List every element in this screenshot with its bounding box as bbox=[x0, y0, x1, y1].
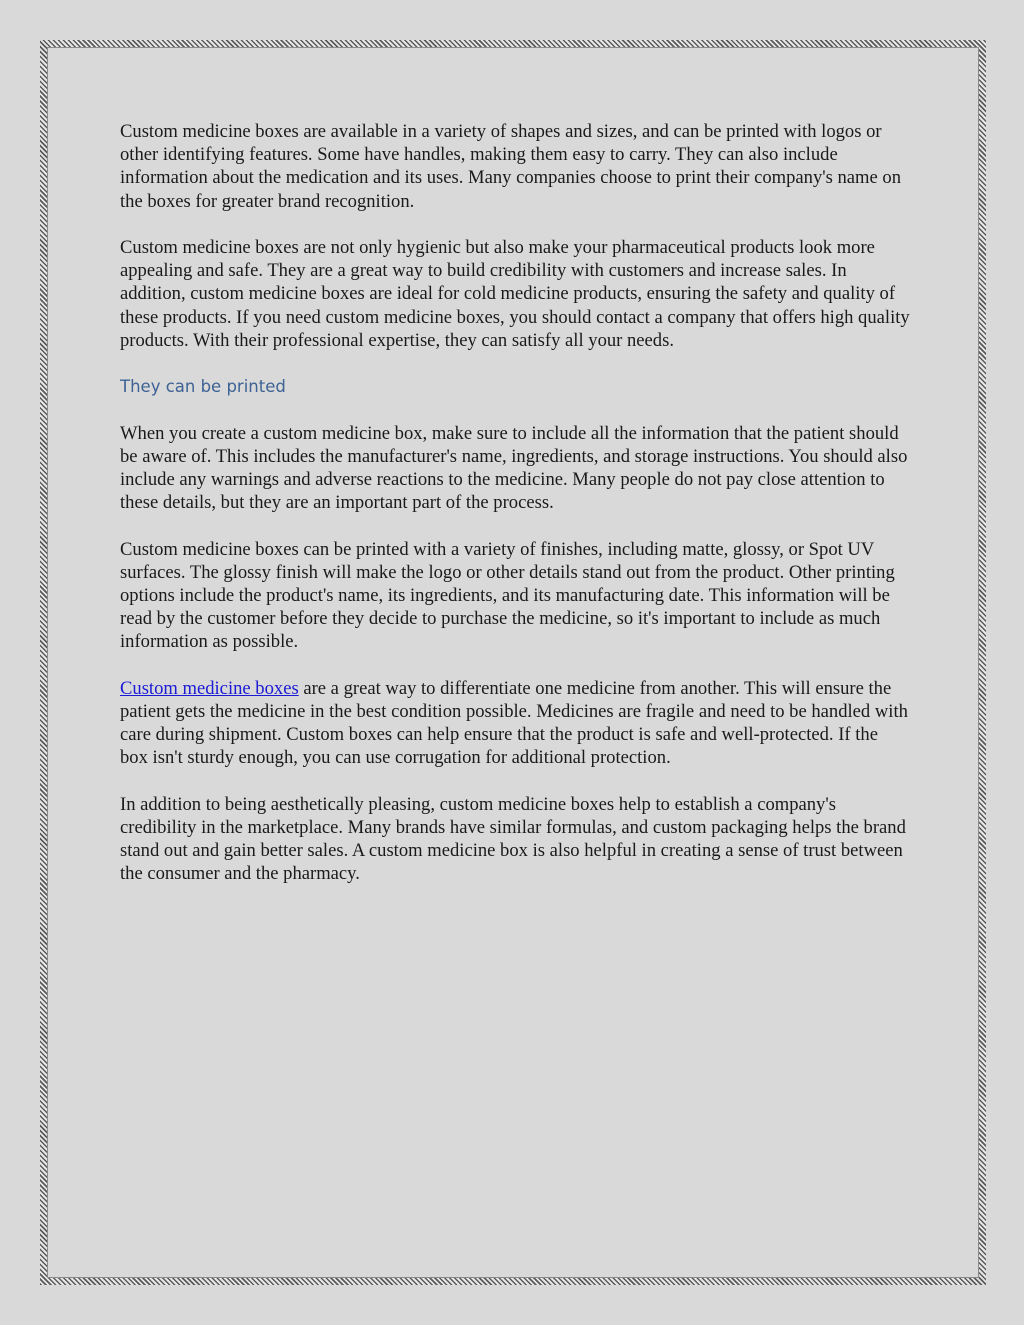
paragraph: Custom medicine boxes are available in a variety of shapes and sizes, and can be printed with logos or other identifying features. Some have handles, making them easy to carry. They can also include information about the medication and its uses. Many companies choose to print their company's name on the boxes for greater brand recognition. bbox=[120, 121, 902, 212]
paragraph-text: are a great way to differentiate one medicine from another. This will ensure the patient gets the medicine in the best condition possible. Medicines are fragile and need to be handled with care during shipment. Custom boxes can help ensure that the product is safe and well-protected. If the box isn't sturdy enough, you can use corrugation for additional protection. bbox=[120, 677, 908, 769]
section-heading: They can be printed bbox=[120, 377, 286, 397]
document-body bbox=[120, 120, 910, 909]
paragraph: When you create a custom medicine box, make sure to include all the information that the patient should be aware of. This includes the manufacturer's name, ingredients, and storage instructions. You should also include any warnings and adverse reactions to the medicine. Many people do not pay close attention to these details, but they are an important part of the process. bbox=[120, 422, 908, 514]
paragraph: In addition to being aesthetically pleasing, custom medicine boxes help to establish a company's credibility in the marketplace. Many brands have similar formulas, and custom packaging helps the brand stand out and gain better sales. A custom medicine box is also helpful in creating a sense of trust between the consumer and the pharmacy. bbox=[120, 793, 906, 885]
paragraph: Custom medicine boxes can be printed with a variety of finishes, including matte, glossy, or Spot UV surfaces. The glossy finish will make the logo or other details stand out from the product. Other printing options include the product's name, its ingredients, and its manufacturing date. This information will be read by the customer before they decide to purchase the medicine, so it's important to include as much information as possible. bbox=[120, 538, 895, 653]
custom-medicine-boxes-link[interactable]: Custom medicine boxes bbox=[120, 677, 299, 699]
paragraph: Custom medicine boxes are not only hygienic but also make your pharmaceutical products look more appealing and safe. They are a great way to build credibility with customers and increase sales. In addition, custom medicine boxes are ideal for cold medicine products, ensuring the safety and quality of these products. If you need custom medicine boxes, you should contact a company that offers high quality products. With their professional expertise, they can satisfy all your needs. bbox=[120, 237, 910, 351]
paragraph-with-link bbox=[120, 677, 910, 770]
